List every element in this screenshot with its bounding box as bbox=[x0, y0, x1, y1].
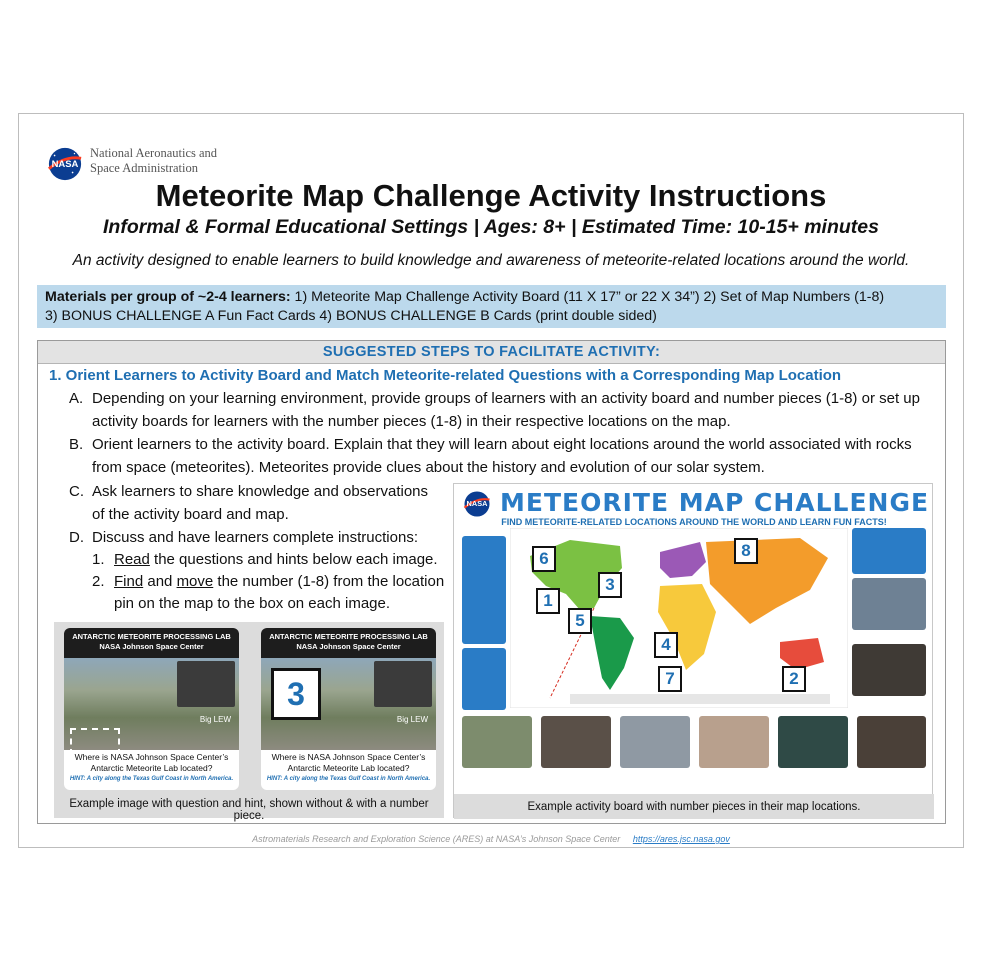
nasa-logo-icon bbox=[46, 146, 84, 182]
example-card-with-number bbox=[261, 628, 436, 790]
board-photo-strip bbox=[462, 716, 926, 790]
step-a-line1: Depending on your learning environment, provide groups of learners with an activity board and number pieces (1-8) or set up bbox=[92, 390, 920, 407]
board-subtitle: FIND METEORITE-RELATED LOCATIONS AROUND THE WORLD AND LEARN FUN FACTS! bbox=[501, 517, 887, 527]
board-photo-right-2 bbox=[852, 644, 926, 696]
board-photo bbox=[541, 716, 611, 768]
step-d2-rest: the number (1-8) from the location bbox=[213, 573, 445, 590]
card-question-line2: Antarctic Meteorite Lab located? bbox=[90, 763, 213, 773]
example-activity-board bbox=[453, 483, 933, 818]
example-image-panel bbox=[54, 622, 444, 822]
map-number-piece: 6 bbox=[532, 546, 556, 572]
materials-line1: 1) Meteorite Map Challenge Activity Board (11 X 17” or 22 X 34”) 2) Set of Map Numbers (1-8) bbox=[290, 289, 885, 305]
step-d2-and: and bbox=[143, 573, 177, 590]
card-question-line2: Antarctic Meteorite Lab located? bbox=[287, 763, 410, 773]
card-header bbox=[261, 628, 436, 658]
agency-line2: Space Administration bbox=[90, 161, 198, 175]
board-instructions-box bbox=[462, 536, 506, 644]
card-head-line1: ANTARCTIC METEORITE PROCESSING LAB bbox=[72, 632, 231, 641]
step-d1-rest: the questions and hints below each image. bbox=[149, 551, 438, 568]
board-photo bbox=[462, 716, 532, 768]
step-b-line1: Orient learners to the activity board. Explain that they will learn about eight locations around the world associated with rocks bbox=[92, 436, 912, 453]
meteorite-photo bbox=[177, 661, 235, 707]
example-image-caption: Example image with question and hint, shown without & with a number piece. bbox=[69, 798, 429, 822]
map-number-piece: 1 bbox=[536, 588, 560, 614]
map-number-piece: 3 bbox=[598, 572, 622, 598]
map-number-piece: 7 bbox=[658, 666, 682, 692]
board-challenges-box bbox=[462, 648, 506, 710]
card-hint: HINT: A city along the Texas Gulf Coast in North America. bbox=[266, 776, 431, 782]
example-card-without-number bbox=[64, 628, 239, 790]
card-question-line1: Where is NASA Johnson Space Center’s bbox=[74, 752, 229, 762]
step-d1-word: Read bbox=[114, 551, 150, 568]
step-1-heading: 1. Orient Learners to Activity Board and Match Meteorite-related Questions with a Corresponding Map Location bbox=[49, 367, 842, 384]
step-c-line1: Ask learners to share knowledge and observations bbox=[92, 483, 429, 500]
board-photo-right-1 bbox=[852, 578, 926, 630]
step-d2-label: 2. bbox=[92, 573, 105, 590]
card-hint: HINT: A city along the Texas Gulf Coast in North America. bbox=[69, 776, 234, 782]
step-b-label: B. bbox=[69, 436, 84, 453]
footer bbox=[0, 834, 982, 844]
step-a-label: A. bbox=[69, 390, 84, 407]
board-title: METEORITE MAP CHALLENGE bbox=[500, 488, 930, 517]
meteorite-photo bbox=[374, 661, 432, 707]
nasa-logo-icon bbox=[462, 490, 492, 518]
svg-text:NASA: NASA bbox=[466, 499, 488, 509]
step-d2-line2: pin on the map to the box on each image. bbox=[114, 595, 391, 612]
map-number-piece: 4 bbox=[654, 632, 678, 658]
board-info-box bbox=[852, 528, 926, 574]
step-d2-word2: move bbox=[176, 573, 214, 590]
map-number-piece: 5 bbox=[568, 608, 592, 634]
card-head-line1: ANTARCTIC METEORITE PROCESSING LAB bbox=[269, 632, 428, 641]
step-a-line2: activity boards for learners with the number pieces (1-8) in their respective locations on the map. bbox=[92, 413, 731, 430]
step-c-line2: of the activity board and map. bbox=[92, 506, 289, 523]
board-photo bbox=[620, 716, 690, 768]
agency-name bbox=[90, 146, 217, 176]
footer-text: Astromaterials Research and Exploration Science (ARES) at NASA’s Johnson Space Center bbox=[252, 834, 621, 844]
rock-label: Big LEW bbox=[199, 715, 231, 724]
number-piece: 3 bbox=[271, 668, 321, 720]
board-photo bbox=[778, 716, 848, 768]
map-number-piece: 2 bbox=[782, 666, 806, 692]
card-question-line1: Where is NASA Johnson Space Center’s bbox=[271, 752, 426, 762]
card-question bbox=[64, 752, 239, 774]
step-d1-label: 1. bbox=[92, 551, 105, 568]
step-d2-text bbox=[114, 570, 444, 593]
step-d2-word1: Find bbox=[114, 573, 144, 590]
rock-label: Big LEW bbox=[396, 715, 428, 724]
materials-banner bbox=[37, 285, 946, 328]
page-title: Meteorite Map Challenge Activity Instructions bbox=[155, 178, 827, 213]
step-d-label: D. bbox=[69, 529, 84, 546]
materials-label: Materials per group of ~2-4 learners: bbox=[45, 289, 291, 305]
step-d-line1: Discuss and have learners complete instructions: bbox=[92, 529, 418, 546]
agency-line1: National Aeronautics and bbox=[90, 146, 218, 160]
card-photo bbox=[64, 658, 239, 750]
page-subtitle: Informal & Formal Educational Settings | Ages: 8+ | Estimated Time: 10-15+ minutes bbox=[103, 216, 879, 238]
footer-link[interactable]: https://ares.jsc.nasa.gov bbox=[632, 834, 730, 844]
steps-header: SUGGESTED STEPS TO FACILITATE ACTIVITY: bbox=[38, 341, 945, 364]
card-head-line2: NASA Johnson Space Center bbox=[99, 642, 204, 651]
board-photo bbox=[857, 716, 926, 768]
card-question bbox=[261, 752, 436, 774]
step-b-line2: from space (meteorites). Meteorites provide clues about the history and evolution of our solar system. bbox=[92, 459, 765, 476]
map-number-piece: 8 bbox=[734, 538, 758, 564]
materials-line2: 3) BONUS CHALLENGE A Fun Fact Cards 4) BONUS CHALLENGE B Cards (print double sided) bbox=[45, 308, 657, 324]
card-head-line2: NASA Johnson Space Center bbox=[296, 642, 401, 651]
card-header bbox=[64, 628, 239, 658]
board-caption: Example activity board with number pieces in their map locations. bbox=[527, 801, 861, 813]
page-tagline: An activity designed to enable learners to build knowledge and awareness of meteorite-related locations around the world. bbox=[72, 252, 910, 269]
step-c-label: C. bbox=[69, 483, 84, 500]
step-d1-text bbox=[114, 548, 438, 571]
svg-text:NASA: NASA bbox=[51, 158, 79, 170]
board-photo bbox=[699, 716, 769, 768]
